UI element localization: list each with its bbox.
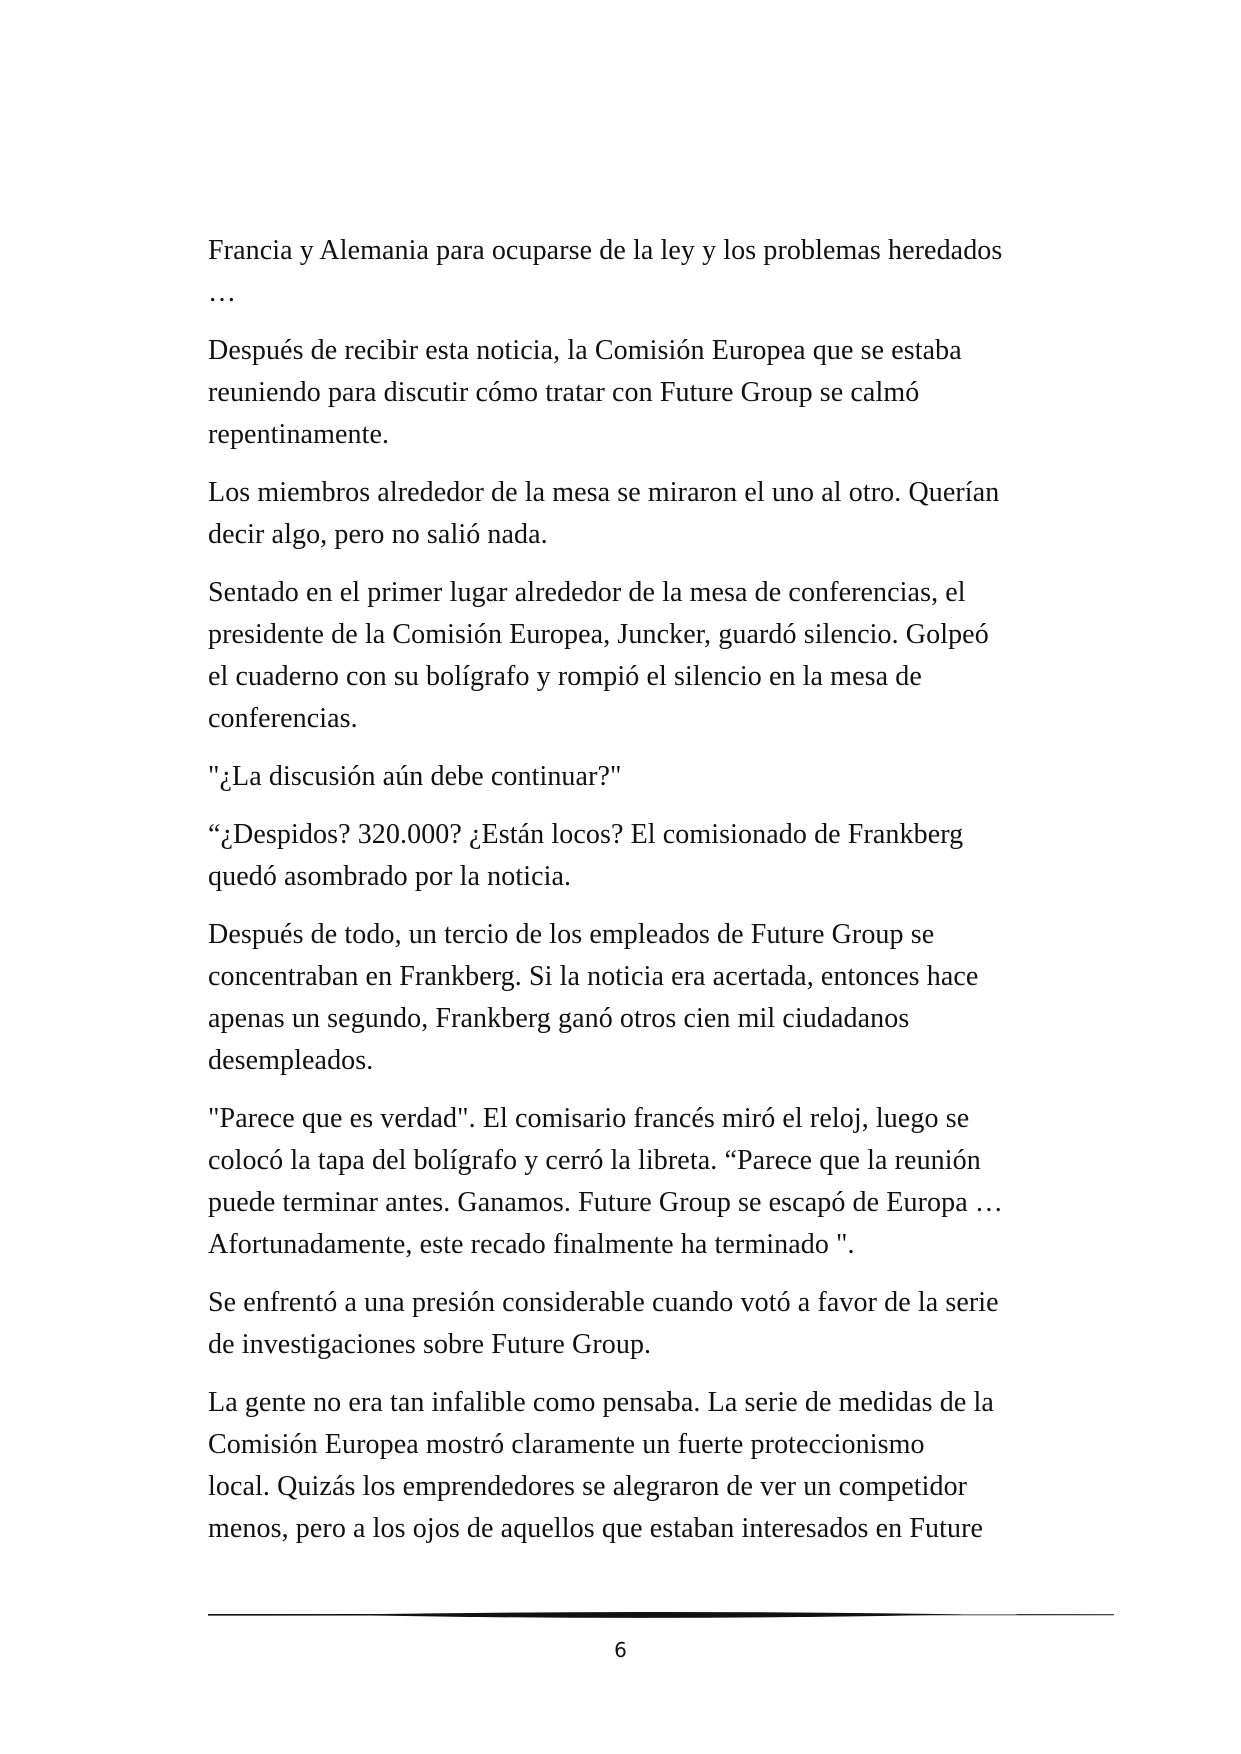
footer-divider (208, 1608, 1114, 1622)
paragraph: Sentado en el primer lugar alrededor de la mesa de conferencias, el presidente de la Comisión Europea, Juncker, guardó silencio. Golpeó el cuaderno con su bolígrafo y rompió el silencio en la mesa de conferencias. (208, 577, 989, 734)
paragraph: Después de recibir esta noticia, la Comisión Europea que se estaba reuniendo para discutir cómo tratar con Future Group se calmó repentinamente. (208, 335, 962, 450)
paragraph: Se enfrentó a una presión considerable cuando votó a favor de la serie de investigaciones sobre Future Group. (208, 1287, 999, 1360)
paragraph: "Parece que es verdad". El comisario francés miró el reloj, luego se colocó la tapa del bolígrafo y cerró la libreta. “Parece que la reunión puede terminar antes. Ganamos. Future Group se escapó de Europa … Afortunadamente, este recado finalmente ha terminado ". (208, 1103, 1003, 1260)
page-number: 6 (614, 1638, 627, 1662)
paragraph: Francia y Alemania para ocuparse de la ley y los problemas heredados … (208, 235, 1003, 308)
paragraph: La gente no era tan infalible como pensaba. La serie de medidas de la Comisión Europea mostró claramente un fuerte proteccionismo local. Quizás los emprendedores se alegraron de ver un competidor menos, pero a los ojos de aquellos que estaban interesados en Future (208, 1387, 994, 1544)
paragraph: Después de todo, un tercio de los empleados de Future Group se concentraban en Frankberg. Si la noticia era acertada, entonces hace apenas un segundo, Frankberg ganó otros cien mil ciudadanos desempleados. (208, 919, 979, 1076)
paragraph: “¿Despidos? 320.000? ¿Están locos? El comisionado de Frankberg quedó asombrado por la noticia. (208, 819, 964, 892)
paragraph: "¿La discusión aún debe continuar?" (208, 761, 622, 792)
page-body (208, 230, 1088, 1566)
paragraph: Los miembros alrededor de la mesa se miraron el uno al otro. Querían decir algo, pero no salió nada. (208, 477, 1000, 550)
